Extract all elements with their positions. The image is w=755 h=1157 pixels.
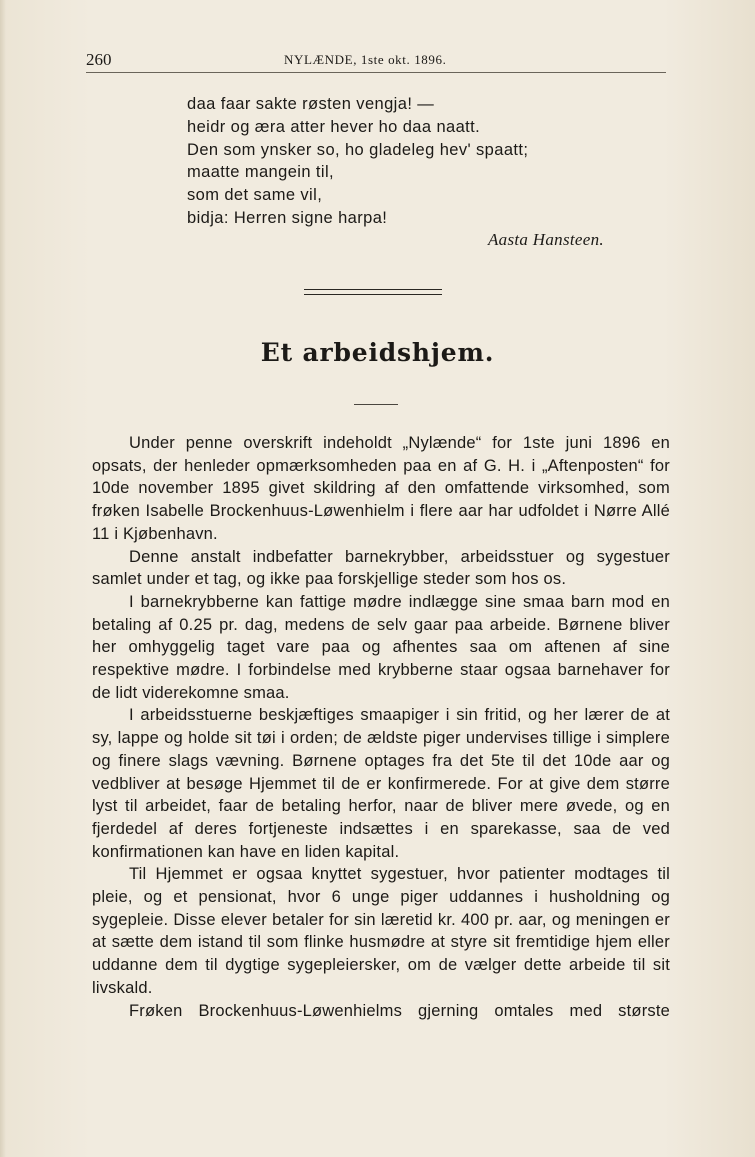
article-body bbox=[92, 432, 670, 1022]
article-title: Et arbeidshjem. bbox=[260, 338, 495, 367]
poem bbox=[187, 93, 647, 230]
article-paragraph: I arbeidsstuerne beskjæftiges smaapiger i sin fritid, og her lærer de at sy, lappe og holde sit tøi i orden; de ældste piger undervises tillige i simplere og finere slags vævning. Børnene optages fra det 5te til det 10de aar og vedbliver at besøge Hjemmet til de er konfirmerede. For at give dem større lyst til arbeidet, faar de betaling herfor, naar de bliver mere øvede, og en fjerdedel af deres fortjeneste indsættes i en sparekasse, saa de ved konfirmationen kan have en liden kapital. bbox=[92, 706, 670, 861]
header-rule bbox=[86, 72, 666, 73]
poem-signature: Aasta Hansteen. bbox=[488, 230, 604, 249]
poem-line: bidja: Herren signe harpa! bbox=[187, 208, 388, 227]
poem-line: som det same vil, bbox=[187, 186, 323, 205]
running-title: NYLÆNDE, 1ste okt. 1896. bbox=[284, 52, 447, 67]
poem-line: Den som ynsker so, ho gladeleg hev' spaatt; bbox=[187, 140, 529, 159]
page-number: 260 bbox=[86, 50, 112, 69]
running-header bbox=[86, 50, 666, 72]
page-edge-shadow bbox=[0, 0, 6, 1157]
poem-line: heidr og æra atter hever ho daa naatt. bbox=[187, 117, 481, 136]
article-paragraph: Under penne overskrift indeholdt „Nylænde“ for 1ste juni 1896 en opsats, der henleder opmærksomheden paa en af G. H. i „Aftenposten“ for 10de november 1895 givet skildring af den omfattende virksomhed, som frøken Isabelle Brockenhuus-Løwenhielm i flere aar har udfoldet i Nørre Allé 11 i Kjøbenhavn. bbox=[92, 434, 670, 543]
title-rule bbox=[354, 404, 398, 405]
poem-line: maatte mangein til, bbox=[187, 163, 335, 182]
article-continued-line: Frøken Brockenhuus-Løwenhielms gjerning omtales med største bbox=[129, 1001, 670, 1020]
article-paragraph: Denne anstalt indbefatter barnekrybber, arbeidsstuer og sygestuer samlet under et tag, og ikke paa forskjellige steder som hos os. bbox=[92, 547, 670, 589]
article-paragraph: Til Hjemmet er ogsaa knyttet sygestuer, hvor patienter modtages til pleie, og et pensionat, hvor 6 unge piger uddannes i husholdning og sygepleie. Disse elever betaler for sin læretid kr. 400 pr. aar, og meningen er at sætte dem istand til som flinke husmødre at styre sit fremtidige hjem eller uddanne dem til dygtige sygepleiersker, om de vælger dette arbeide til sit livskald. bbox=[92, 865, 670, 997]
article-paragraph: I barnekrybberne kan fattige mødre indlægge sine smaa barn mod en betaling af 0.25 pr. dag, medens de selv gaar paa arbeide. Børnene bliver her omhyggelig taget vare paa og afhentes saa om aftenen af sine respektive mødre. I forbindelse med krybberne staar ogsaa barnehaver for de lidt viderekomne smaa. bbox=[92, 592, 670, 702]
poem-line: daa faar sakte røsten vengja! — bbox=[187, 95, 435, 113]
section-divider bbox=[304, 289, 442, 295]
